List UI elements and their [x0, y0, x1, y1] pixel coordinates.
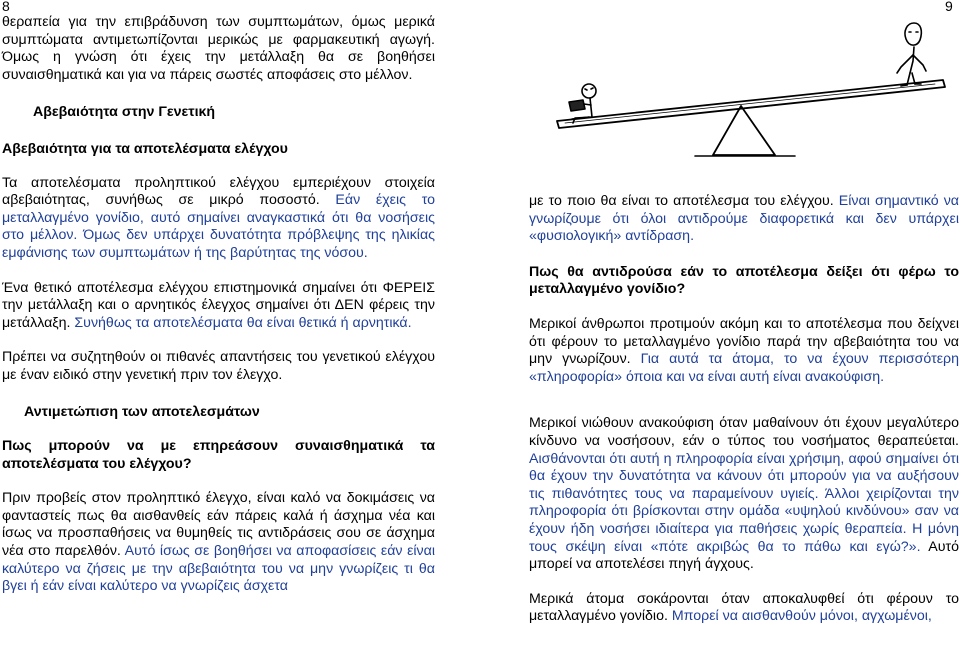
page-number-left: 8: [2, 0, 10, 14]
paragraph-relief: Μερικοί νιώθουν ανακούφιση όταν μαθαίνουν ότι έχουν μεγαλύτερο κίνδυνο να νοσήσουν, εάν ο τύπος του νοσήματος θεραπεύεται. Αισθάνονται ότι αυτή η πληροφορία είναι χρήσιμη, αφού σημαίνει ότι θα έχουν την δυνατότητα να κάνουν ότι μπορούν για να αυξήσουν τις πιθανότητες τους να παραμείνουν υγιείς. Άλλοι χειρίζονται την πληροφορία ότι βρίσκονται στην ομάδα «υψηλού κινδύνου» σαν να έχουν ήδη νοσήσει ιδιαίτερα για παθήσεις χωρίς θεραπεία. Η μόνη τους σκέψη είναι «πότε ακριβώς θα το πάθω και εγώ?». Αυτό μπορεί να αποτελέσει πηγή άγχους.: [529, 415, 960, 573]
reading-figure: [569, 84, 596, 123]
paragraph-before-test: Πριν προβείς στον προληπτικό έλεγχο, είναι καλό να δοκιμάσεις να φανταστείς πως θα αισθανθείς εάν πάρεις καλά ή άσχημα νέα και ίσως να προσπαθήσεις να θυμηθείς τις αντιδράσεις σου σε άσχημα νέα στο παρελθόν. Αυτό ίσως σε βοηθήσει να αποφασίσεις εάν είναι καλύτερο να ζήσεις με την αβεβαιότητα του να μην γνωρίζεις τι θα βγει ή εάν είναι καλύτερο να γνωρίζεις άσχετα: [2, 490, 435, 595]
heading-uncertainty-genetics: Αβεβαιότητα στην Γενετική: [33, 104, 216, 121]
seesaw-fulcrum: [695, 106, 795, 156]
seesaw-illustration: [545, 5, 957, 163]
paragraph-results: Τα αποτελέσματα προληπτικού ελέγχου εμπεριέχουν στοιχεία αβεβαιότητας, συνήθως σε μικρό ποσοστό. Εάν έχεις το μεταλλαγμένο γονίδιο, αυτό σημαίνει αναγκαστικά ότι θα νοσήσεις στο μέλλον. Όμως δεν υπάρχει δυνατότητα πρόβλεψης της ηλικίας εμφάνισης των συμπτωμάτων ή της βαρύτητας της νόσου.: [2, 174, 435, 261]
standing-figure: [897, 23, 926, 86]
left-column: [2, 14, 435, 596]
paragraph-positive: Ένα θετικό αποτέλεσμα ελέγχου επιστημονικά σημαίνει ότι ΦΕΡΕΙΣ την μετάλλαξη και ο αρνητικός έλεγχος σημαίνει ότι ΔΕΝ φέρεις την μετάλλαξη. Συνήθως τα αποτελέσματα θα είναι θετικά ή αρνητικά.: [2, 279, 435, 331]
paragraph-prefer-certainty: Μερικοί άνθρωποι προτιμούν ακόμη και το αποτέλεσμα που δείχνει ότι φέρουν το μεταλλαγμένο γονίδιο παρά την αβεβαιότητα του να μην γνωρίζουν. Για αυτά τα άτομα, το να έχουν περισσότερη «πληροφορία» όποια και να είναι αυτή είναι ανακούφιση.: [529, 315, 960, 385]
paragraph-shock: Μερικά άτομα σοκάρονται όταν αποκαλυφθεί ότι φέρουν το μεταλλαγμένο γονίδιο. Μπορεί να αισθανθούν μόνοι, αγχωμένοι,: [529, 590, 959, 625]
heading-uncertainty-results: Αβεβαιότητα για τα αποτελέσματα ελέγχου: [2, 140, 288, 157]
paragraph-discuss: Πρέπει να συζητηθούν οι πιθανές απαντήσεις του γενετικού ελέγχου με έναν ειδικό στην γενετική πριν τον έλεγχο.: [2, 349, 435, 383]
paragraph-treatment: θεραπεία για την επιβράδυνση των συμπτωμάτων, όμως μερικά συμπτώματα αντιμετωπίζονται μερικώς με φαρμακευτική αγωγή. Όμως η γνώση ότι έχεις την μετάλλαξη θα σε βοηθήσει συναισθηματικά και για να πάρεις σωστές αποφάσεις στο μέλλον.: [2, 14, 435, 83]
page-number-right: 9: [945, 0, 953, 14]
right-column: [529, 193, 959, 626]
heading-coping: Αντιμετώπιση των αποτελεσμάτων: [24, 403, 260, 420]
heading-react: Πως θα αντιδρούσα εάν το αποτέλεσμα δείξει ότι φέρω το μεταλλαγμένο γονίδιο?: [529, 263, 959, 298]
paragraph-normal-reaction: με το ποιο θα είναι το αποτέλεσμα του ελέγχου. Είναι σημαντικό να γνωρίζουμε ότι όλοι αντιδρούμε διαφορετικά και δεν υπάρχει «φυσιολογική» αντίδραση.: [529, 193, 959, 245]
heading-emotional-effect: Πως μπορούν να με επηρεάσουν συναισθηματικά τα αποτελέσματα του ελέγχου?: [2, 438, 435, 472]
